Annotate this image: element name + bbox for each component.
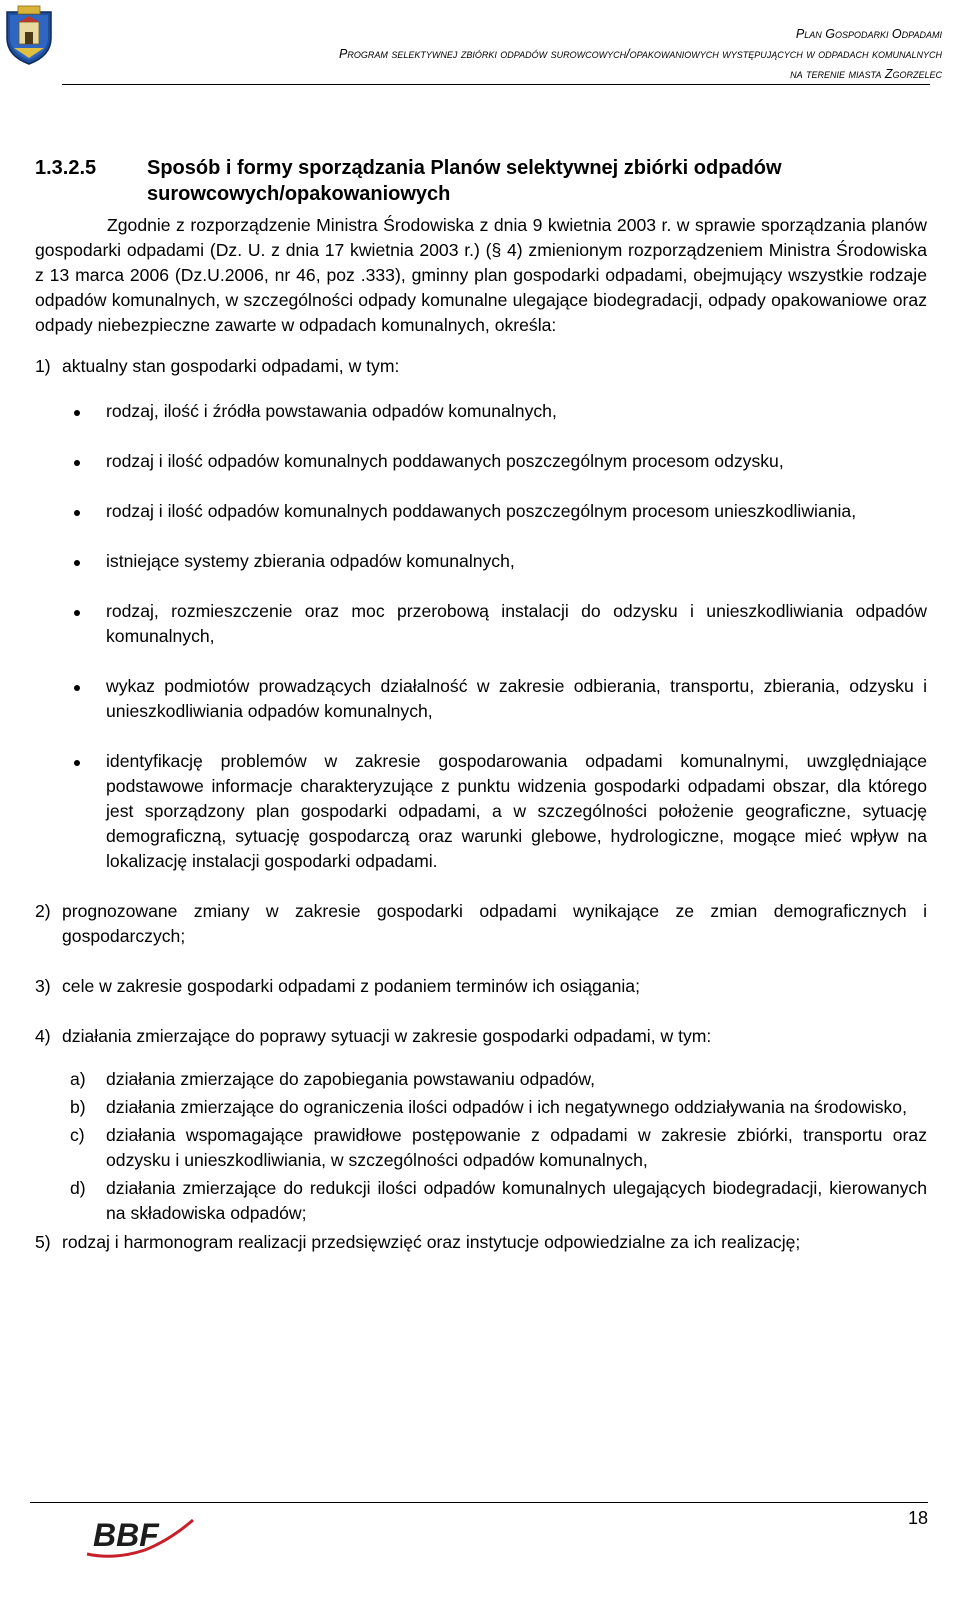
sub-item-text: działania zmierzające do ograniczenia ilości odpadów i ich negatywnego oddziaływania na środowisko, — [106, 1097, 907, 1117]
footer-divider — [30, 1502, 928, 1503]
bullet-text: istniejące systemy zbierania odpadów komunalnych, — [106, 551, 515, 571]
bullet-icon — [74, 560, 80, 566]
header-line-1: Plan Gospodarki Odpadami — [795, 27, 942, 41]
bullet-item — [35, 399, 927, 424]
list-item-label: 3) — [35, 976, 51, 996]
intro-paragraph: Zgodnie z rozporządzenie Ministra Środowiska z dnia 9 kwietnia 2003 r. w sprawie sporządzania planów gospodarki odpadami (Dz. U. z dnia 17 kwietnia 2003 r.) (§ 4) zmienionym rozporządzeniem Ministra Środowiska z 13 marca 2006 (Dz.U.2006, nr 46, poz .333), gminny plan gospodarki odpadami, obejmujący wszystkie rodzaje odpadów komunalnych, w szczególności odpady komunalne ulegające biodegradacji, odpady opakowaniowe oraz odpady niebezpieczne zawarte w odpadach komunalnych, określa: — [35, 215, 927, 335]
list-item-text: działania zmierzające do poprawy sytuacji w zakresie gospodarki odpadami, w tym: — [62, 1026, 712, 1046]
bullet-item — [35, 499, 927, 524]
bullet-icon — [74, 760, 80, 766]
bullet-text: identyfikację problemów w zakresie gospodarowania odpadami komunalnymi, uwzględniające podstawowe informacje charakteryzujące z punktu widzenia gospodarki odpadami obszar, dla którego jest sporządzony plan gospodarki odpadami, a w szczególności położenie geograficzne, sytuację demograficzną, sytuację gospodarczą oraz warunki glebowe, hydrologiczne, mogące mieć wpływ na lokalizację instalacji gospodarki odpadami. — [106, 751, 927, 871]
list-item-label: 2) — [35, 901, 51, 921]
sub-list — [35, 1067, 927, 1226]
bullet-text: rodzaj, rozmieszczenie oraz moc przerobową instalacji do odzysku i unieszkodliwiania odpadów komunalnych, — [106, 601, 927, 646]
sub-item — [35, 1095, 927, 1120]
section-title: Sposób i formy sporządzania Planów selektywnej zbiórki odpadów surowcowych/opakowaniowych — [147, 157, 782, 205]
sub-item-label: b) — [70, 1097, 86, 1117]
bullet-icon — [74, 410, 80, 416]
sub-item — [35, 1067, 927, 1092]
bullet-item — [35, 599, 927, 649]
list-item-label: 5) — [35, 1232, 51, 1252]
header-line-3: na terenie miasta Zgorzelec — [790, 67, 942, 81]
bullet-icon — [74, 460, 80, 466]
document-body — [35, 155, 927, 1255]
list-item — [35, 1230, 927, 1255]
bullet-item — [35, 674, 927, 724]
header-line-2: Program selektywnej zbiórki odpadów surowcowych/opakowaniowych występujących w odpadach komunalnych — [339, 47, 942, 61]
list-item-text: rodzaj i harmonogram realizacji przedsięwzięć oraz instytucje odpowiedzialne za ich realizację; — [62, 1232, 801, 1252]
city-crest-icon — [4, 4, 54, 66]
list-item — [35, 899, 927, 949]
list-item-label: 4) — [35, 1026, 51, 1046]
list-item-label: 1) — [35, 356, 51, 376]
list-item-text: prognozowane zmiany w zakresie gospodarki odpadami wynikające ze zmian demograficznych i gospodarczych; — [62, 901, 927, 946]
bullet-icon — [74, 610, 80, 616]
logo-text: BBF — [93, 1517, 159, 1553]
list-item — [35, 1024, 927, 1049]
section-number: 1.3.2.5 — [35, 157, 97, 179]
bullet-icon — [74, 510, 80, 516]
list-item — [35, 354, 927, 379]
sub-item-text: działania zmierzające do zapobiegania powstawaniu odpadów, — [106, 1069, 596, 1089]
header-text — [339, 24, 942, 84]
page-number: 18 — [907, 1508, 928, 1528]
page-header — [0, 0, 960, 90]
sub-item-label: a) — [70, 1069, 86, 1089]
header-divider — [62, 84, 930, 85]
bullet-list — [35, 399, 927, 874]
bullet-item — [35, 549, 927, 574]
list-item-text: aktualny stan gospodarki odpadami, w tym: — [62, 356, 400, 376]
sub-item-text: działania zmierzające do redukcji ilości odpadów komunalnych ulegających biodegradacji, kierowanych na składowiska odpadów; — [106, 1178, 927, 1223]
list-item — [35, 974, 927, 999]
bullet-item — [35, 449, 927, 474]
section-heading — [35, 155, 927, 207]
sub-item-text: działania wspomagające prawidłowe postępowanie z odpadami w zakresie zbiórki, transportu oraz odzysku i unieszkodliwiania, w szczególności odpadów komunalnych, — [106, 1125, 927, 1170]
sub-item-label: d) — [70, 1178, 86, 1198]
bullet-text: rodzaj i ilość odpadów komunalnych poddawanych poszczególnym procesom unieszkodliwiania, — [106, 501, 857, 521]
bullet-text: rodzaj i ilość odpadów komunalnych poddawanych poszczególnym procesom odzysku, — [106, 451, 784, 471]
bullet-item — [35, 749, 927, 874]
sub-item — [35, 1176, 927, 1226]
bullet-text: rodzaj, ilość i źródła powstawania odpadów komunalnych, — [106, 401, 557, 421]
sub-item-label: c) — [70, 1125, 85, 1145]
sub-item — [35, 1123, 927, 1173]
bullet-text: wykaz podmiotów prowadzących działalność w zakresie odbierania, transportu, zbierania, odzysku i unieszkodliwiania odpadów komunalnych, — [106, 676, 927, 721]
list-item-text: cele w zakresie gospodarki odpadami z podaniem terminów ich osiągania; — [62, 976, 640, 996]
bbf-logo — [85, 1510, 195, 1560]
bullet-icon — [74, 685, 80, 691]
